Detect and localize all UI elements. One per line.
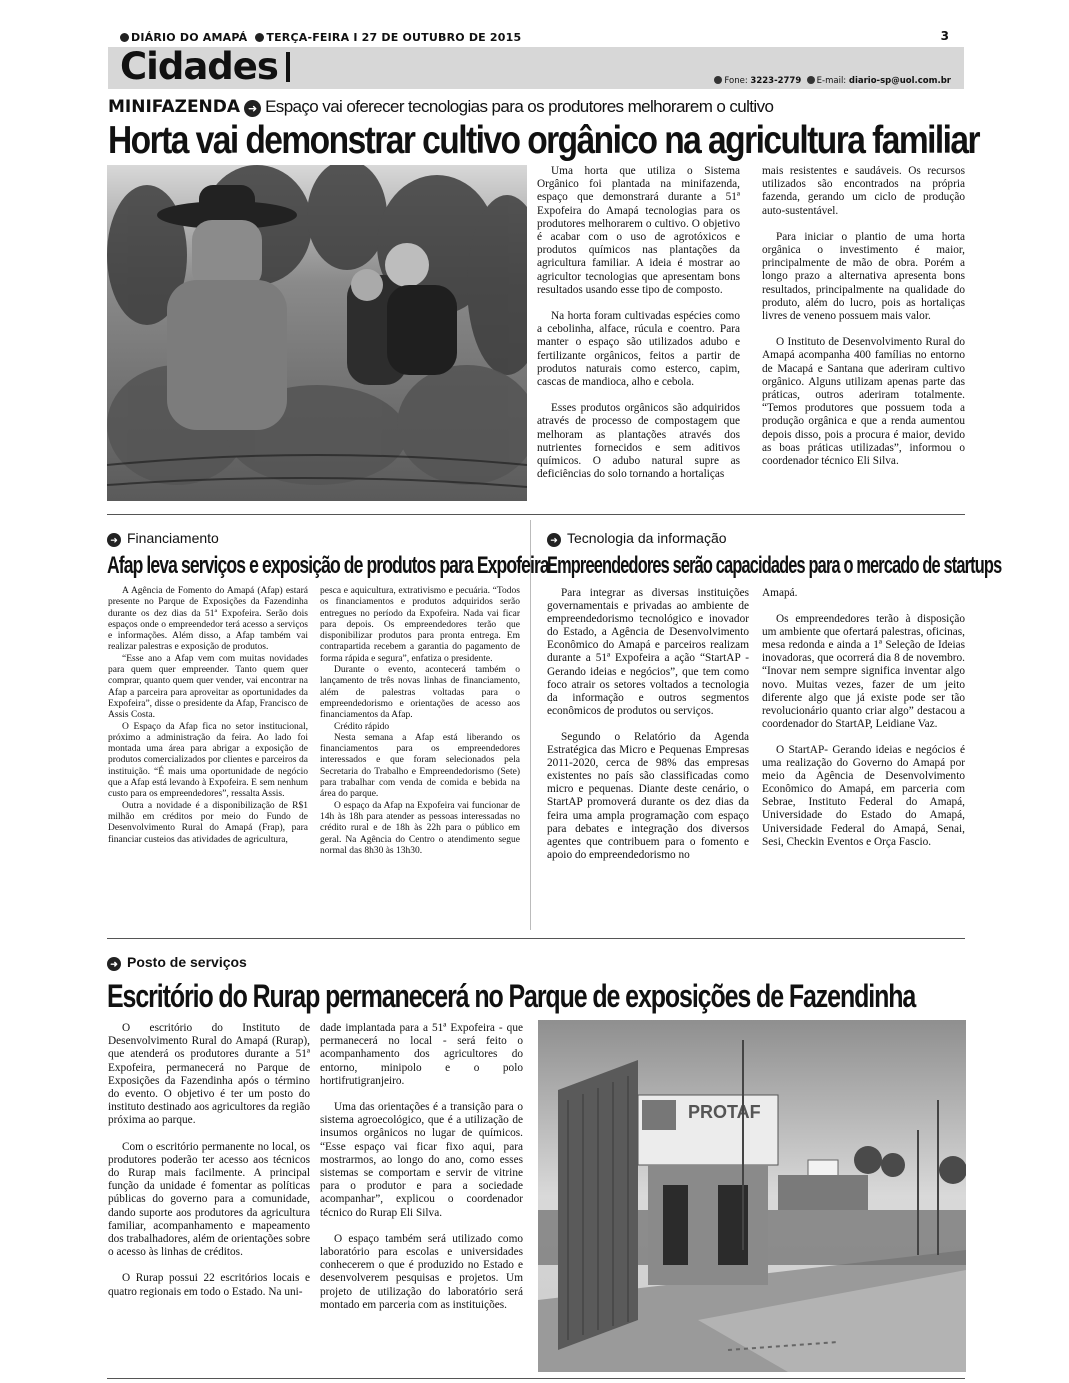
section-divider bbox=[286, 52, 290, 82]
paragraph: O Rurap possui 22 escritórios locais e quatro regionais em todo o Estado. Na uni- bbox=[108, 1272, 310, 1298]
paragraph: Uma horta que utiliza o Sistema Orgânico foi plantada na minifazenda, espaço que demonstrará durante a 51ª Expofeira do Amapá tecnologias para os produtores melhorarem o cultivo. O objetivo é acabar com o uso de agrotóxicos e produtos químicos nas plantações da agricultura familiar. A ideia é mostrar ao agricultor tecnologias que apresentam bons resultados usando esse tipo de composto. bbox=[537, 165, 740, 296]
email-icon bbox=[807, 76, 815, 84]
startap-kicker bbox=[547, 530, 727, 547]
section-title bbox=[120, 46, 290, 88]
paragraph: O espaço também será utilizado como laboratório para escolas e universidades conhecerem o que é produzido no Estado e desenvolverem pesquisas e projetos. Um projeto de utilização do laboratório será montado em parceria com as instituições. bbox=[320, 1232, 523, 1311]
paragraph: dade implantada para a 51ª Expofeira - que permanecerá no local - será feito o acompanhamento dos agricultores do entorno, minipolo e o polo hortifrutigranjeiro. bbox=[320, 1022, 523, 1087]
office-photo-image bbox=[538, 1020, 966, 1372]
afap-headline: Afap leva serviços e exposição de produtos para Expofeira bbox=[107, 552, 549, 579]
startap-col-1 bbox=[547, 587, 749, 862]
email-label: E-mail: bbox=[816, 76, 847, 86]
kicker-label: MINIFAZENDA bbox=[108, 97, 241, 117]
arrow-icon: ➜ bbox=[547, 533, 561, 547]
paragraph: Esses produtos orgânicos são adquiridos através de processo de compostagem que melhoram as plantações através dos nutrientes fornecidos e sem aditivos químicos. O adubo natural supre as deficiências do solo tornando a hortaliças bbox=[537, 402, 740, 481]
paragraph: A Agência de Fomento do Amapá (Afap) estará presente no Parque de Exposições da Fazendinha durante os dez dias da 51ª Expofeira. Serão dois espaços onde o empreendedor terá acesso a serviços e informações. Além disso, a Afap também vai realizar palestras e exposição de produtos. bbox=[108, 586, 308, 653]
contact-info bbox=[714, 76, 951, 86]
paragraph: Para iniciar o plantio de uma horta orgânica o investimento é maior, principalmente de mão de obra. Porém a longo prazo a alternativa apresenta bons resultados, principalmente na qualidade do produto, além do lucro, pois as hortaliças livres de veneno possuem mais valor. bbox=[762, 230, 965, 323]
arrow-icon: ➜ bbox=[107, 957, 121, 971]
paragraph: Segundo o Relatório da Agenda Estratégica das Micro e Pequenas Empresas 2011-2020, cerca de 98% das empresas existentes no país são classificadas como micro e pequenas. Diante deste cenário, o StartAP promoverá durante os dez dias da feira uma ampla programação com espaço para debates e integração dos diversos agentes que contribuem para o fomento e apoio do empreendedorismo no bbox=[547, 730, 749, 861]
arrow-icon: ➜ bbox=[244, 100, 261, 117]
paragraph: mais resistentes e saudáveis. Os recursos utilizados são encontrados na própria fazenda, gerando um ciclo de produção auto-sustentável. bbox=[762, 165, 965, 217]
phone-icon bbox=[714, 76, 722, 84]
paragraph: Com o escritório permanente no local, os produtores poderão ter acesso aos técnicos do Rurap mais facilmente. A principal função da unidade é fomentar as políticas públicas do governo para a comunidade, dando suporte aos produtores da agricultura familiar, acompanhamento e mapeamento dos trabalhadores, além de orientações sobre o acesso às linhas de créditos. bbox=[108, 1140, 311, 1259]
rurap-kicker bbox=[107, 954, 247, 971]
kicker-label: Posto de serviços bbox=[127, 954, 247, 970]
divider bbox=[107, 514, 965, 515]
main-kicker bbox=[108, 97, 773, 117]
paragraph: Uma das orientações é a transição para o sistema agroecológico, que é a utilização de insumos orgânicos no lugar de químicos. “Esse espaço vai ficar fixo aqui, para mostrarmos, ao longo do ano, como esses sistemas se comportam e servir de vitrine para o produtor e para a sociedade acompanhar”, explicou o coordenador técnico do Rurap Eli Silva. bbox=[320, 1101, 523, 1219]
paper-name: DIÁRIO DO AMAPÁ bbox=[131, 31, 248, 44]
paragraph: Os empreendedores terão à disposição um ambiente que ofertará palestras, oficinas, mesa redonda e ainda a 1ª Seleção de Ideias inovadoras, que ocorrerá dia 8 de novembro. “Inovar nem sempre significa inventar algo novo. Muitas vezes, fazer de um jeito diferente algo que já existe pode ser tão revolucionário quanto criar algo” destacou a coordenador do StartAP, Leidiane Vaz. bbox=[762, 613, 965, 730]
email-address: diario-sp@uol.com.br bbox=[848, 76, 951, 86]
divider bbox=[107, 938, 965, 939]
paragraph: O espaço da Afap na Expofeira vai funcionar de 14h às 18h para atender as pessoas interessadas no crédito rural e de 18h às 22h para o público em geral. Na Agência do Centro o atendimento segue normal das 8h30 às 13h30. bbox=[320, 800, 520, 856]
issue-date: TERÇA-FEIRA I 27 DE OUTUBRO DE 2015 bbox=[266, 31, 522, 44]
section-name: Cidades bbox=[120, 45, 278, 88]
page-number: 3 bbox=[940, 29, 949, 43]
bullet-icon bbox=[255, 33, 264, 42]
main-col-1 bbox=[537, 165, 740, 481]
afap-col-2 bbox=[320, 586, 520, 857]
main-col-2 bbox=[762, 165, 965, 468]
afap-kicker bbox=[107, 530, 219, 547]
startap-col-2 bbox=[762, 587, 965, 849]
paragraph: O Instituto de Desenvolvimento Rural do Amapá acompanha 400 famílias no entorno de Macapá e Santana que aderiram cultivo orgânico. Alguns utilizam apenas parte das práticas, outros aderiram totalmente. “Temos produtores que possuem toda a produção orgânica e que a renda aumentou depois disso, pois a procura é maior, devido as boas práticas utilizadas”, informou o coordenador técnico Eli Silva. bbox=[762, 336, 965, 468]
paragraph: “Esse ano a Afap vem com muitas novidades para quem quer empreender. Tanto quem quer comprar, quanto quem quer vender, vai encontrar na Afap a parceira para aproveitar as oportunidades da Expofeira”, disse o presidente da Afap, Francisco de Assis Costa. bbox=[108, 653, 308, 721]
paragraph: Nesta semana a Afap está liberando os financiamentos para os empreendedores interessados e que foram selecionados pela Secretaria do Trabalho e Empreendedorismo (Sete) para trabalhar com venda de comida e bebida na área do parque. bbox=[320, 732, 520, 800]
garden-photo-image bbox=[107, 165, 527, 501]
office-photo bbox=[538, 1020, 966, 1372]
kicker-label: Tecnologia da informação bbox=[567, 530, 727, 546]
startap-headline: Empreendedores serão capacidades para o mercado de startups bbox=[547, 552, 1002, 579]
column-divider bbox=[530, 520, 531, 930]
paragraph: Durante o evento, acontecerá também o lançamento de três novas linhas de financiamento, além de palestras voltadas para o empreendedorismo e orientações de acesso aos financiamentos da Afap. bbox=[320, 665, 520, 721]
main-headline: Horta vai demonstrar cultivo orgânico na agricultura familiar bbox=[108, 119, 980, 162]
paragraph: O Espaço da Afap fica no setor institucional, próximo a administração da feira. Ao lado foi montada uma área para abrigar a exposição de produtos comercializados por clientes e parceiros da instituição. “É mais uma oportunidade de negócio que a Afap está levando à Expofeira. E sem nenhum custo para os empreendedores”, ressalta Assis. bbox=[108, 721, 308, 800]
phone-number: 3223-2779 bbox=[750, 76, 802, 86]
divider bbox=[107, 1378, 965, 1379]
rurap-col-2 bbox=[320, 1022, 523, 1312]
masthead-line bbox=[120, 31, 521, 44]
paragraph: Para integrar as diversas instituições governamentais e privadas ao ambiente de empreendedorismo tecnológico e inovador do Estado, a Agência de Desenvolvimento Econômico do Amapá e parceiros realizam durante a 51ª Expofeira a ação “StartAP - Gerando ideias e negócios”, que tem como foco atrair os setores voltados a tecnologia da informação e outros segmentos econômicos de produtos ou serviços. bbox=[547, 587, 749, 717]
arrow-icon: ➜ bbox=[107, 533, 121, 547]
paragraph: Outra a novidade é a disponibilização de R$1 milhão em créditos por meio do Fundo de Desenvolvimento Rural do Amapá (Frap), para financiar custeios das atividades de agricultura, bbox=[108, 800, 308, 845]
sign-text: PROTAF bbox=[688, 1102, 761, 1122]
paragraph: pesca e aquicultura, extrativismo e pecuária. “Todos os financiamentos e produtos adquiridos serão entregues no período da Expofeira. Nada vai ficar para depois. Os empreendedores terão que disponibilizar produtos para pronta entrega. Em contrapartida recebem a garantia do pagamento de forma rápida e segura”, enfatiza o presidente. bbox=[320, 586, 520, 664]
rurap-headline: Escritório do Rurap permanecerá no Parque de exposições de Fazendinha bbox=[107, 978, 916, 1014]
afap-col-1 bbox=[108, 586, 308, 846]
main-subtitle: Espaço vai oferecer tecnologias para os produtores melhorarem o cultivo bbox=[265, 97, 774, 116]
subheading: Crédito rápido bbox=[334, 721, 390, 732]
paragraph: Na horta foram cultivadas espécies como a cebolinha, alface, rúcula e coentro. Para manter o espaço são utilizados adubo e fertilizante orgânicos, feitos a partir de produtos naturais como esterco, capim, cascas de mandioca, alho e cebola. bbox=[537, 310, 740, 389]
paragraph: O StartAP- Gerando ideias e negócios é uma realização do Governo do Amapá por meio da Agência de Desenvolvimento Econômico do Amapá, em parceria com Sebrae, Instituto Federal do Amapá, Universidade do Estado do Amapá, Universidade Federal do Amapá, Senai, Sesi, Checkin Eventos e Orça Fascio. bbox=[762, 743, 965, 848]
kicker-label: Financiamento bbox=[127, 530, 219, 546]
paragraph: Amapá. bbox=[762, 587, 798, 599]
bullet-icon bbox=[120, 33, 129, 42]
garden-photo bbox=[107, 165, 527, 501]
phone-label: Fone: bbox=[724, 76, 748, 86]
paragraph: O escritório do Instituto de Desenvolvimento Rural do Amapá (Rurap), que atenderá os produtores durante a 51ª Expofeira, permanecerá no Parque de Exposições da Fazendinha após o término do evento. O objetivo é ter um posto do instituto destinado aos agricultores da região próxima ao parque. bbox=[108, 1022, 310, 1127]
rurap-col-1 bbox=[108, 1022, 310, 1299]
